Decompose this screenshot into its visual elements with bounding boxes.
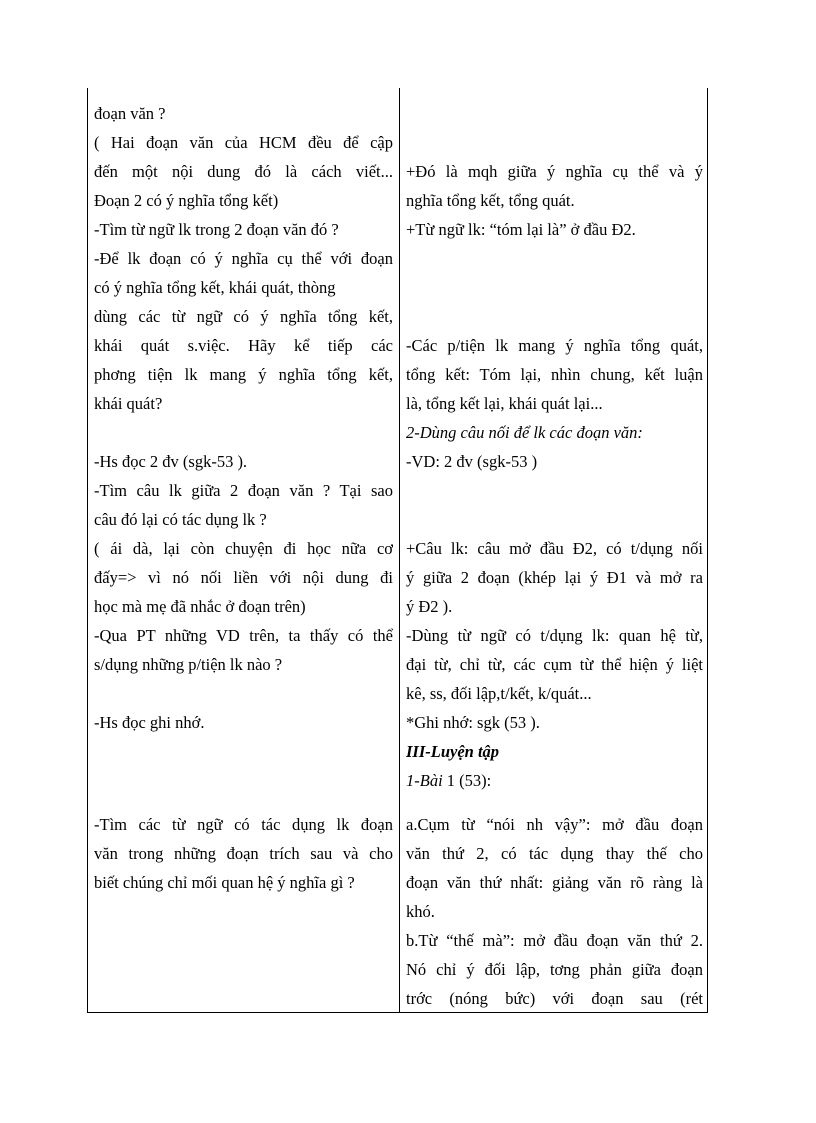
left-column-line: phơng tiện lk mang ý nghĩa tổng kết, (94, 365, 393, 384)
right-column-line: nghĩa tổng kết, tổng quát. (406, 191, 575, 210)
right-column-line: -VD: 2 đv (sgk-53 ) (406, 452, 538, 471)
right-column-line: 2-Dùng câu nối để lk các đoạn văn: (406, 423, 643, 442)
right-column-line: b.Từ “thế mà”: mở đầu đoạn văn thứ 2. (406, 931, 703, 950)
lesson-table (87, 88, 708, 1013)
right-column-line: *Ghi nhớ: sgk (53 ). (406, 713, 540, 732)
left-column-line: ( Hai đoạn văn của HCM đều để cập (94, 133, 393, 152)
right-column-line: văn thứ 2, có tác dụng thay thế cho (406, 844, 703, 863)
left-column-line: -Qua PT những VD trên, ta thấy có thể (94, 626, 393, 645)
left-column-line: biết chúng chỉ mối quan hệ ý nghĩa gì ? (94, 873, 355, 892)
right-column-line: khó. (406, 902, 435, 921)
left-column-line: -Hs đọc 2 đv (sgk-53 ). (94, 452, 248, 471)
left-column-line: có ý nghĩa tổng kết, khái quát, thòng (94, 278, 336, 297)
column-divider (399, 88, 400, 1012)
left-column-line: dùng các từ ngữ có ý nghĩa tổng kết, (94, 307, 393, 326)
exercise-heading-italic: 1-Bài (406, 771, 443, 790)
right-column-line: Nó chỉ ý đối lập, tơng phản giữa đoạn (406, 960, 703, 979)
right-column-line: ý Đ2 ). (406, 597, 453, 616)
right-column-line: +Câu lk: câu mở đầu Đ2, có t/dụng nối (406, 539, 703, 558)
right-column-line: -Các p/tiện lk mang ý nghĩa tổng quát, (406, 336, 703, 355)
right-column-line: tổng kết: Tóm lại, nhìn chung, kết luận (406, 365, 703, 384)
right-column-line: đại từ, chỉ từ, các cụm từ thể hiện ý liệt (406, 655, 703, 674)
left-column-line: câu đó lại có tác dụng lk ? (94, 510, 267, 529)
right-column-line: kê, ss, đối lập,t/kết, k/quát... (406, 684, 592, 703)
left-column-line: s/dụng những p/tiện lk nào ? (94, 655, 283, 674)
right-column-line: đoạn văn thứ nhất: giảng văn rõ ràng là (406, 873, 703, 892)
right-column-line: trớc (nóng bức) với đoạn sau (rét (406, 989, 703, 1008)
exercise-heading-number: 1 (53): (442, 771, 492, 790)
left-column-line: khái quát s.việc. Hãy kể tiếp các (94, 336, 393, 355)
left-column-line: văn trong những đoạn trích sau và cho (94, 844, 393, 863)
left-column-line: đấy=> vì nó nối liền với nội dung đi (94, 568, 393, 587)
left-column-line: -Tìm các từ ngữ có tác dụng lk đoạn (94, 815, 393, 834)
right-column-line: a.Cụm từ “nói nh vậy”: mở đầu đoạn (406, 815, 703, 834)
left-column-line: -Để lk đoạn có ý nghĩa cụ thể với đoạn (94, 249, 393, 268)
left-column-line: ( ái dà, lại còn chuyện đi học nữa cơ (94, 539, 393, 558)
left-column-line: đến một nội dung đó là cách viết... (94, 162, 393, 181)
right-column-line: ý giữa 2 đoạn (khép lại ý Đ1 và mở ra (406, 568, 703, 587)
left-column-line: khái quát? (94, 394, 163, 413)
left-column-line: -Hs đọc ghi nhớ. (94, 713, 205, 732)
right-column-line: là, tổng kết lại, khái quát lại... (406, 394, 603, 413)
right-column-line: +Từ ngữ lk: “tóm lại là” ở đầu Đ2. (406, 220, 636, 239)
left-column-line: đoạn văn ? (94, 104, 166, 123)
left-column-line: -Tìm từ ngữ lk trong 2 đoạn văn đó ? (94, 220, 339, 239)
exercise-heading (406, 766, 703, 795)
left-column-line: Đoạn 2 có ý nghĩa tổng kết) (94, 191, 279, 210)
right-column-line: -Dùng từ ngữ có t/dụng lk: quan hệ từ, (406, 626, 703, 645)
left-column-line: -Tìm câu lk giữa 2 đoạn văn ? Tại sao (94, 481, 393, 500)
right-column-line: III-Luyện tập (406, 742, 500, 761)
right-column-line: +Đó là mqh giữa ý nghĩa cụ thể và ý (406, 162, 703, 181)
left-column-line: học mà mẹ đã nhắc ở đoạn trên) (94, 597, 306, 616)
